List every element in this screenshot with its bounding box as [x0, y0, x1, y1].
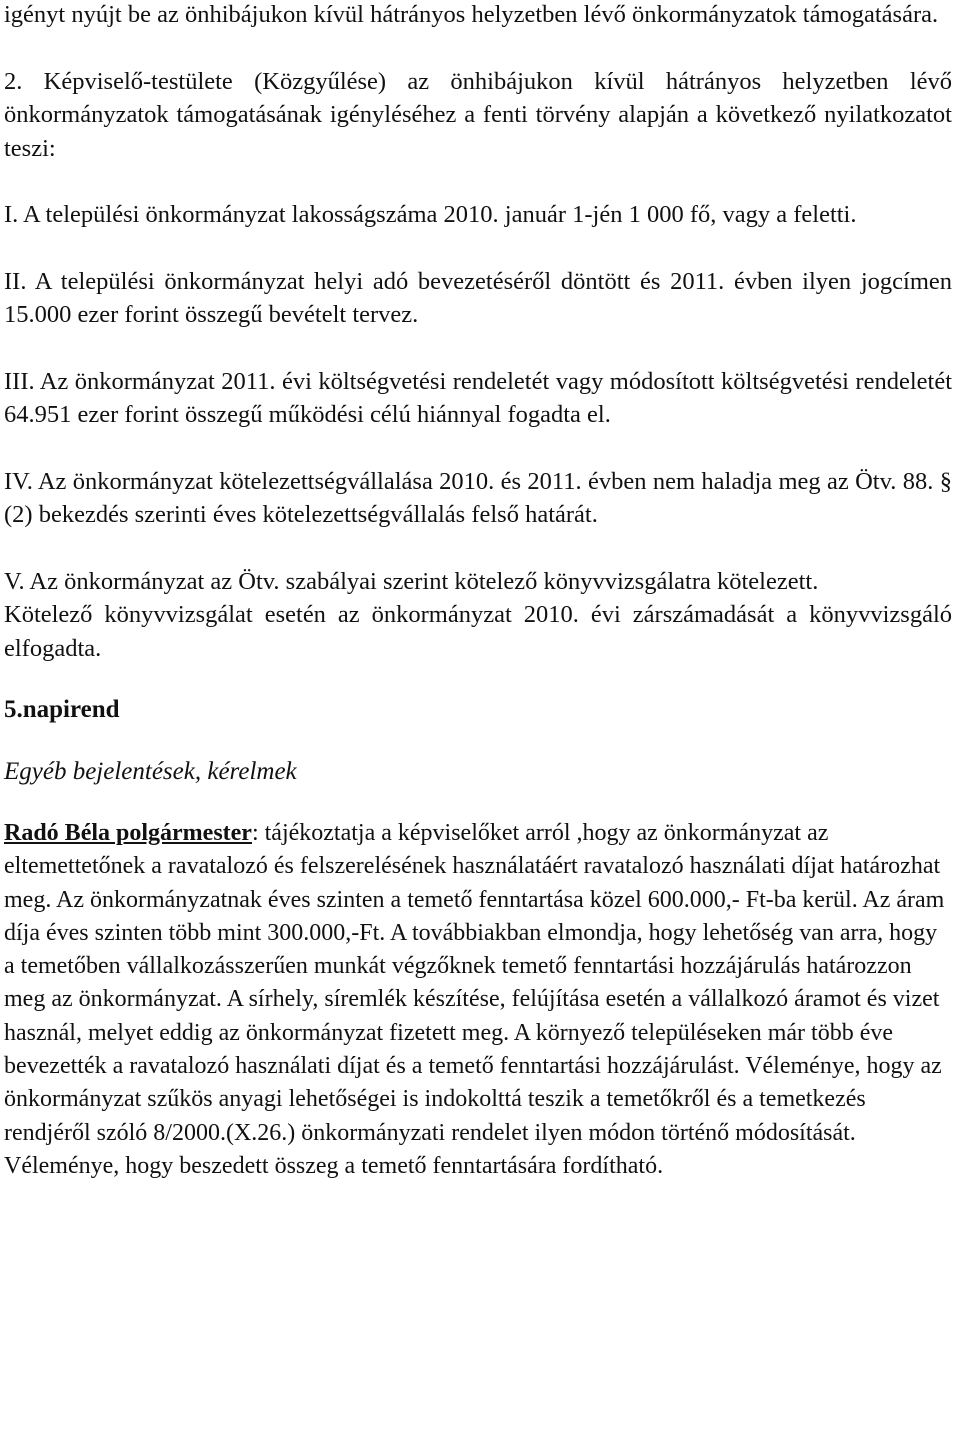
- spacer: [4, 165, 952, 198]
- spacer: [4, 32, 952, 65]
- agenda-subtitle: Egyéb bejelentések, kérelmek: [4, 758, 297, 785]
- declaration-iv: IV. Az önkormányzat kötelezettségvállalása 2010. és 2011. évben nem haladja meg az Ötv. 88. § (2) bekezdés szerinti éves kötelezettségvállalás felső határát.: [4, 467, 952, 528]
- declaration-v-note: Kötelező könyvvizsgálat esetén az önkormányzat 2010. évi zárszámadását a könyvvizsgáló elfogadta.: [4, 601, 952, 662]
- agenda-body-paragraph: [4, 817, 952, 1183]
- document-page: [4, 0, 952, 1183]
- spacer: [4, 432, 952, 465]
- spacer: [4, 532, 952, 565]
- spacer: [4, 332, 952, 365]
- spacer: [4, 727, 952, 755]
- speaker-name: Radó Béla polgármester: [4, 820, 252, 846]
- speaker-colon: :: [251, 820, 259, 846]
- intro-paragraph: igényt nyújt be az önhibájukon kívül hátrányos helyzetben lévő önkormányzatok támogatására.: [4, 1, 939, 28]
- agenda-body-text: tájékoztatja a képviselőket arról ,hogy az önkormányzat az eltemettetőnek a ravatalozó és felszerelésének használatáért ravatalozó használati díjat határozhat meg. Az önkormányzatnak éves szinten a temető fenntartása közel 600.000,- Ft-ba kerül. Az áram díja éves szinten több mint 300.000,-Ft. A továbbiakban elmondja, hogy lehetőség van arra, hogy a temetőben vállalkozásszerűen munkát végzőknek temető fenntartási hozzájárulás határozzon meg az önkormányzat. A sírhely, síremlék készítése, felújítása esetén a vállalkozó áramot és vizet használ, melyet eddig az önkormányzat fizetett meg. A környező településeken már több éve bevezették a ravatalozó használati díjat és a temető fenntartási hozzájárulást. Véleménye, hogy az önkormányzat szűkös anyagi lehetőségei is indokolttá teszik a temetőkről és a temetkezés rendjéről szóló 8/2000.(X.26.) önkormányzati rendelet ilyen módon történő módosítását. Véleménye, hogy beszedett összeg a temető fenntartására fordítható.: [4, 820, 945, 1179]
- declaration-i: I. A települési önkormányzat lakosságszáma 2010. január 1-jén 1 000 fő, vagy a feletti.: [4, 201, 857, 228]
- declaration-ii: II. A települési önkormányzat helyi adó bevezetéséről döntött és 2011. évben ilyen jogcímen 15.000 ezer forint összegű bevételt tervez.: [4, 267, 952, 328]
- spacer: [4, 789, 952, 817]
- spacer: [4, 665, 952, 693]
- agenda-heading: 5.napirend: [4, 696, 120, 723]
- spacer: [4, 232, 952, 265]
- declaration-iii: III. Az önkormányzat 2011. évi költségvetési rendeletét vagy módosított költségvetési rendeletét 64.951 ezer forint összegű működési célú hiánnyal fogadta el.: [4, 367, 952, 428]
- point-2-paragraph: 2. Képviselő-testülete (Közgyűlése) az önhibájukon kívül hátrányos helyzetben lévő önkormányzatok támogatásának igényléséhez a fenti törvény alapján a következő nyilatkozatot teszi:: [4, 67, 952, 162]
- declaration-v: V. Az önkormányzat az Ötv. szabályai szerint kötelező könyvvizsgálatra kötelezett.: [4, 567, 819, 595]
